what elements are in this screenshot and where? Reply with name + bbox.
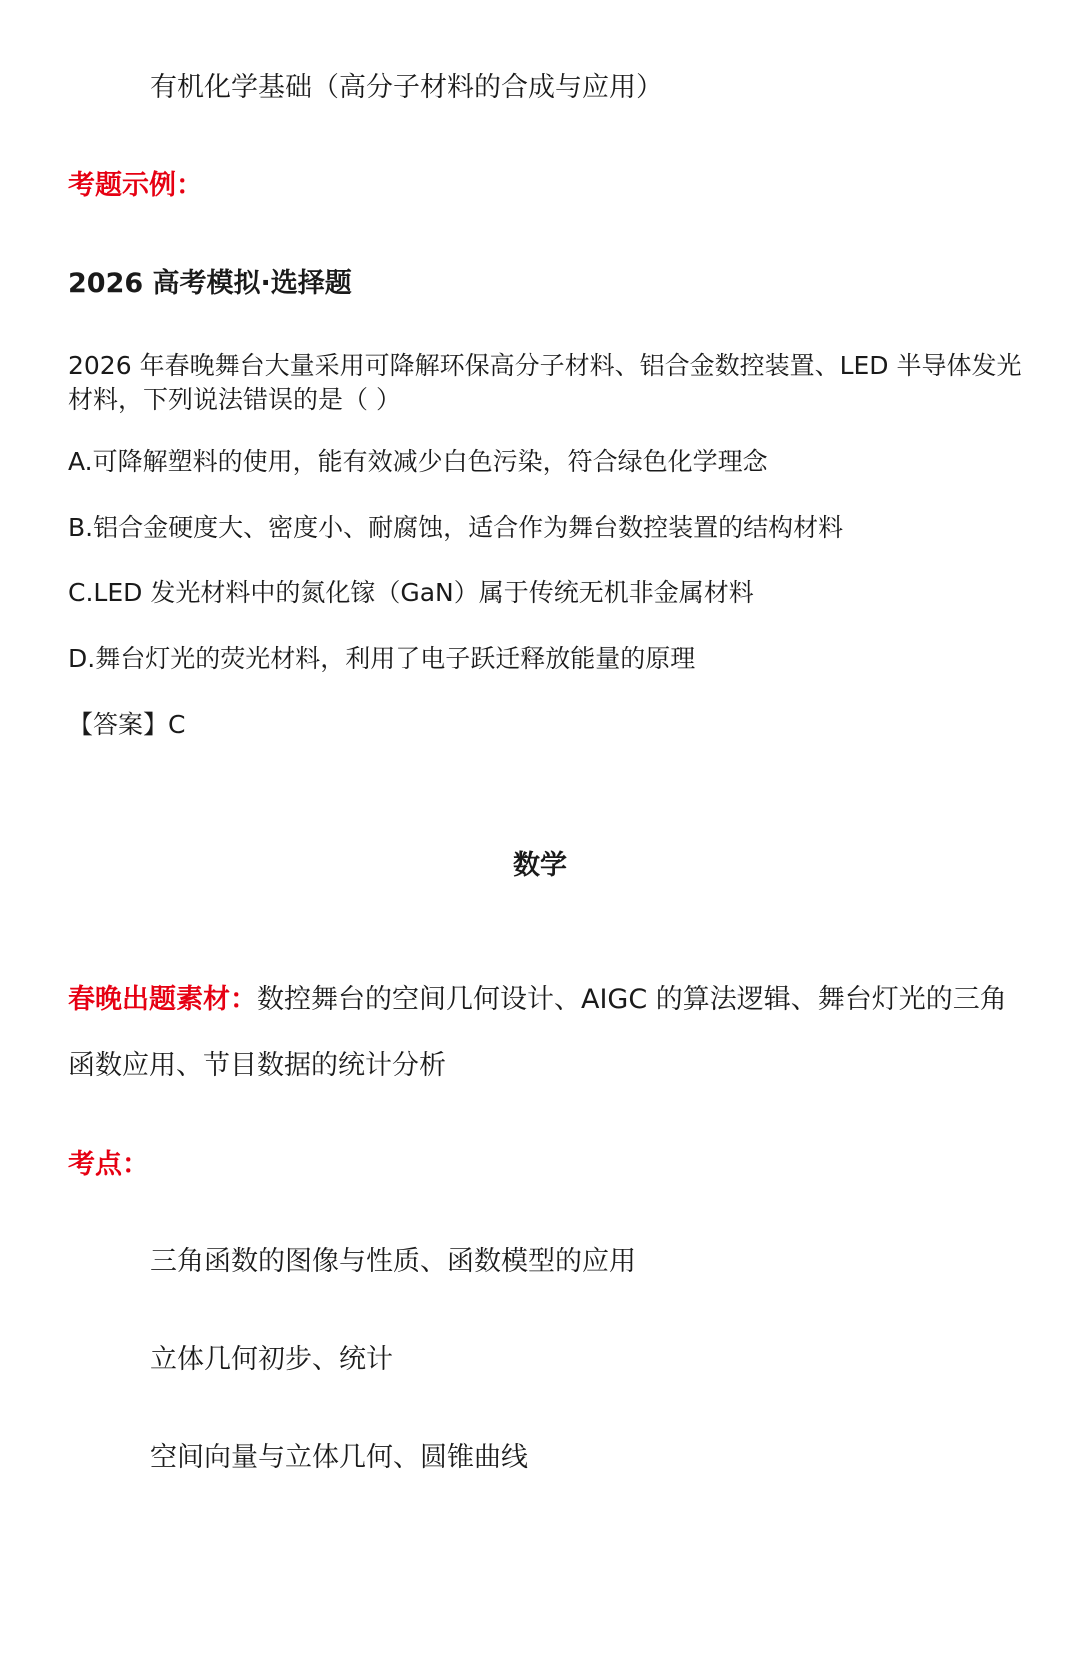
answer-line: 【答案】C: [68, 710, 186, 739]
material-line-2: 函数应用、节目数据的统计分析: [68, 1050, 446, 1081]
option-c: C.LED 发光材料中的氮化镓（GaN）属于传统无机非金属材料: [68, 578, 754, 607]
question-stem-line-2: 材料，下列说法错误的是（ ）: [68, 385, 401, 414]
points-label: 考点：: [68, 1149, 149, 1180]
example-heading: 考题示例：: [68, 170, 203, 201]
point-item-1: 三角函数的图像与性质、函数模型的应用: [150, 1246, 636, 1277]
material-text: 数控舞台的空间几何设计、AIGC 的算法逻辑、舞台灯光的三角: [257, 984, 1007, 1015]
question-title: 2026 高考模拟·选择题: [68, 268, 352, 299]
option-d: D.舞台灯光的荧光材料，利用了电子跃迁释放能量的原理: [68, 644, 696, 673]
option-a: A.可降解塑料的使用，能有效减少白色污染，符合绿色化学理念: [68, 447, 768, 476]
chemistry-topic-line: 有机化学基础（高分子材料的合成与应用）: [150, 72, 663, 103]
section-title-math: 数学: [513, 850, 567, 881]
option-b: B.铝合金硬度大、密度小、耐腐蚀，适合作为舞台数控装置的结构材料: [68, 513, 844, 542]
material-line-1: [68, 984, 1007, 1016]
point-item-2: 立体几何初步、统计: [150, 1344, 393, 1375]
material-label: 春晚出题素材：: [68, 984, 257, 1015]
question-stem-line-1: 2026 年春晚舞台大量采用可降解环保高分子材料、铝合金数控装置、LED 半导体发光: [68, 351, 1022, 380]
point-item-3: 空间向量与立体几何、圆锥曲线: [150, 1442, 528, 1473]
